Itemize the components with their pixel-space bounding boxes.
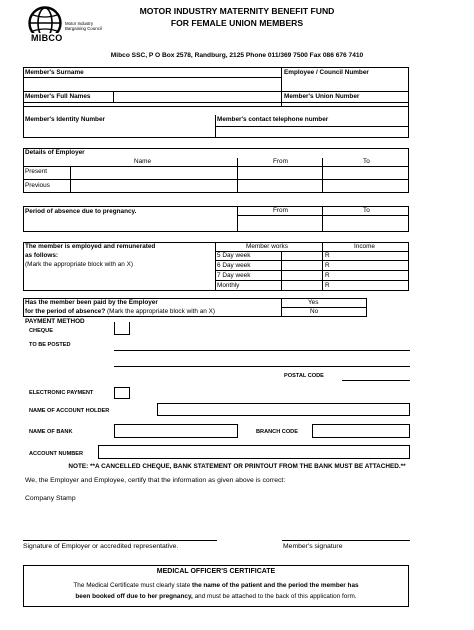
payment-method-heading: PAYMENT METHOD bbox=[25, 318, 85, 325]
full-names-label: Member's Full Names bbox=[25, 93, 91, 100]
surname-label: Member's Surname bbox=[25, 69, 84, 76]
member-signature-label: Member's signature bbox=[283, 543, 343, 550]
account-number-label: ACCOUNT NUMBER bbox=[29, 451, 84, 457]
employer-col-name: Name bbox=[134, 158, 152, 165]
electronic-payment-checkbox[interactable] bbox=[114, 387, 130, 399]
medical-text-line2 bbox=[23, 593, 409, 600]
identity-number-field[interactable] bbox=[24, 125, 214, 137]
employment-col-income: Income bbox=[354, 243, 375, 250]
attachment-note: NOTE: **A CANCELLED CHEQUE, BANK STATEMENT OR PRINTOUT FROM THE BANK MUST BE ATTACHED.** bbox=[68, 463, 406, 470]
to-be-posted-label: TO BE POSTED bbox=[29, 342, 71, 348]
employer-col-to: To bbox=[363, 158, 370, 165]
logo-line1: Motor Industry bbox=[65, 21, 94, 26]
medical-text-1a: The Medical Certificate must clearly state bbox=[73, 582, 193, 589]
account-holder-label: NAME OF ACCOUNT HOLDER bbox=[29, 408, 110, 414]
logo-line2: Bargaining Council bbox=[65, 26, 102, 31]
cheque-checkbox[interactable] bbox=[114, 322, 130, 335]
account-number-field[interactable] bbox=[98, 445, 410, 459]
employment-row-monthly: Monthly bbox=[217, 282, 240, 289]
cheque-label: CHEQUE bbox=[29, 328, 53, 334]
postal-address-line-2[interactable] bbox=[114, 366, 410, 367]
company-stamp-label: Company Stamp bbox=[25, 495, 76, 502]
medical-text-2b: and must be attached to the back of this application form. bbox=[192, 593, 357, 600]
address-line: Mibco SSC, P O Box 2578, Randburg, 2125 Phone 011/369 7500 Fax 086 676 7410 bbox=[110, 52, 364, 59]
paid-question-1: Has the member been paid by the Employer bbox=[25, 299, 158, 306]
employer-row-present: Present bbox=[25, 168, 48, 175]
postal-code-line[interactable] bbox=[342, 380, 410, 381]
form-title-line2: FOR FEMALE UNION MEMBERS bbox=[170, 18, 304, 28]
income-currency-4: R bbox=[325, 282, 330, 289]
employer-signature-line[interactable] bbox=[23, 540, 217, 541]
employer-row-previous: Previous bbox=[25, 182, 50, 189]
form-title-line1: MOTOR INDUSTRY MATERNITY BENEFIT FUND bbox=[139, 6, 335, 16]
employment-row-6day: 6 Day week bbox=[217, 262, 251, 269]
employment-question-2: as follows: bbox=[25, 252, 59, 259]
electronic-payment-label: ELECTRONIC PAYMENT bbox=[29, 390, 94, 396]
paid-yes: Yes bbox=[308, 299, 319, 306]
employer-signature-label: Signature of Employer or accredited representative. bbox=[23, 543, 179, 550]
employer-col-from: From bbox=[273, 158, 288, 165]
paid-question-2: for the period of absence? bbox=[25, 308, 106, 315]
absence-to: To bbox=[363, 207, 370, 214]
income-currency-2: R bbox=[325, 262, 330, 269]
medical-certificate-title: MEDICAL OFFICER'S CERTIFICATE bbox=[156, 568, 276, 575]
employer-heading: Details of Employer bbox=[25, 149, 85, 156]
employment-question-3: (Mark the appropriate block with an X) bbox=[25, 261, 133, 268]
absence-label: Period of absence due to pregnancy. bbox=[25, 208, 137, 215]
account-holder-field[interactable] bbox=[157, 403, 410, 416]
employment-row-7day: 7 Day week bbox=[217, 272, 251, 279]
bank-name-field[interactable] bbox=[114, 424, 238, 438]
certify-statement: We, the Employer and Employee, certify that the information as given above is correct: bbox=[25, 477, 286, 484]
branch-code-field[interactable] bbox=[312, 424, 410, 438]
absence-from: From bbox=[273, 207, 288, 214]
employment-row-5day: 5 Day week bbox=[217, 252, 251, 259]
logo-name: MIBCO bbox=[31, 33, 63, 43]
medical-text-2a: been booked off due to her pregnancy, bbox=[75, 593, 193, 600]
union-number-label: Member's Union Number bbox=[284, 93, 360, 100]
employment-col-works: Member works bbox=[246, 243, 288, 250]
medical-text-line1 bbox=[23, 582, 409, 589]
employee-number-label: Employee / Council Number bbox=[284, 69, 369, 76]
identity-number-label: Member's Identity Number bbox=[25, 116, 105, 123]
paid-question-3: (Mark the appropriate block with an X) bbox=[107, 308, 216, 315]
surname-field[interactable] bbox=[24, 78, 280, 90]
branch-code-label: BRANCH CODE bbox=[256, 429, 298, 435]
medical-text-1b: the name of the patient and the period the member has bbox=[192, 582, 359, 589]
postal-code-label: POSTAL CODE bbox=[284, 373, 324, 379]
bank-name-label: NAME OF BANK bbox=[29, 429, 73, 435]
postal-address-line-1[interactable] bbox=[114, 350, 410, 351]
income-currency-1: R bbox=[325, 252, 330, 259]
paid-no: No bbox=[310, 308, 319, 315]
member-signature-line[interactable] bbox=[282, 540, 410, 541]
income-currency-3: R bbox=[325, 272, 330, 279]
phone-label: Member's contact telephone number bbox=[217, 116, 329, 123]
employment-question-1: The member is employed and remunerated bbox=[25, 243, 156, 250]
